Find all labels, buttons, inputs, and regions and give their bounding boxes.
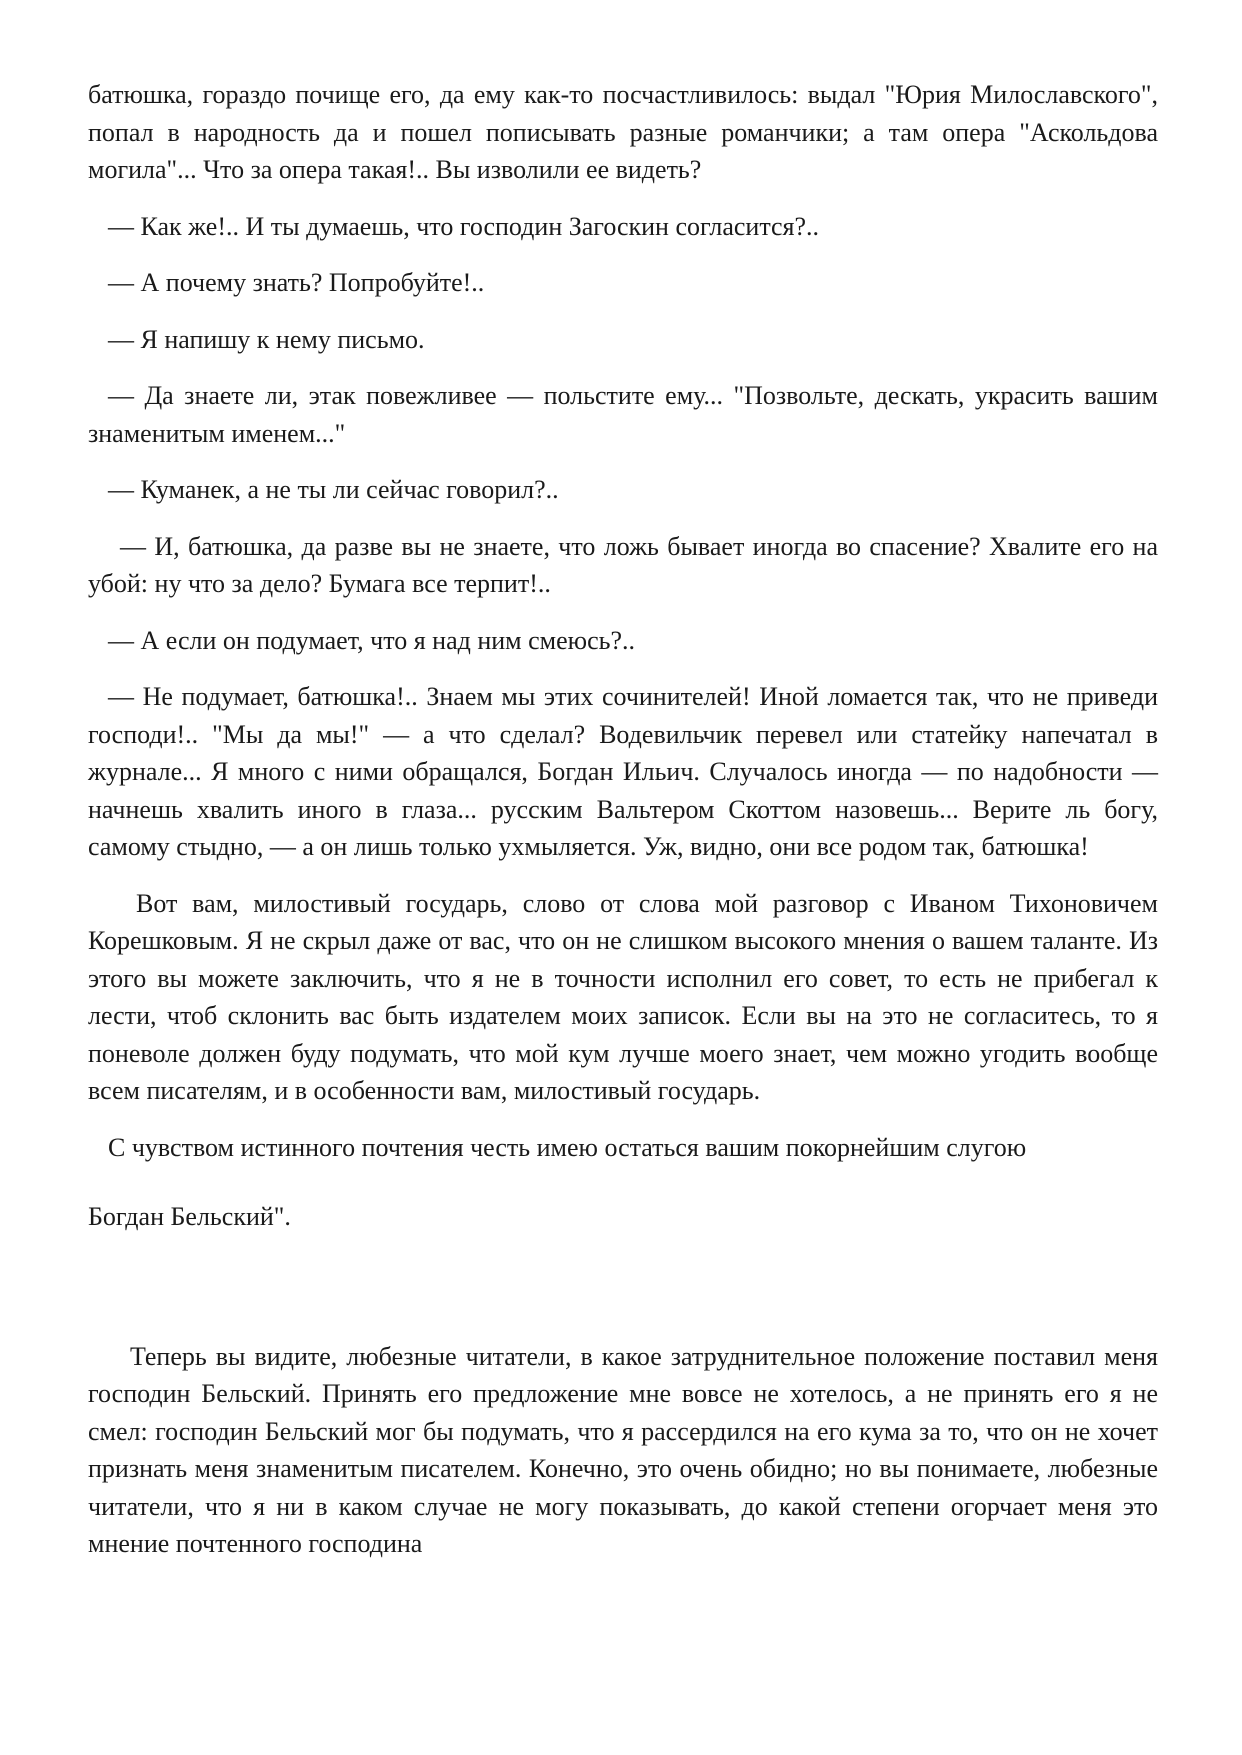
paragraph-vot-vam: Вот вам, милостивый государь, слово от слова мой разговор с Иваном Тихоновичем Корешковым. Я не скрыл даже от вас, что он не слишком высокого мнения о вашем таланте. Из этого вы можете заключить, что я не в точности исполнил его совет, то есть не прибегал к лести, чтоб склонить вас быть издателем моих записок. Если вы на это не согласитесь, то я поневоле должен буду подумать, что мой кум лучше моего знает, чем можно угодить вообще всем писателям, и в особенности вам, милостивый государь. xyxy=(88,888,1158,1105)
dialog-line-a-pochemu: — А почему знать? Попробуйте!.. xyxy=(108,268,485,297)
dialog-line-i-batyushka: — И, батюшка, да разве вы не знаете, что ложь бывает иногда во спасение? Хвалите его на убой: ну что за дело? Бумага все терпит!.. xyxy=(88,531,1158,598)
dialog-line-kumanek: — Куманек, а не ты ли сейчас говорил?.. xyxy=(108,475,559,504)
dialog-line-kak-zhe: — Как же!.. И ты думаешь, что господин Загоскин согласится?.. xyxy=(108,211,820,241)
letter-signature: Богдан Бельский". xyxy=(88,1202,291,1231)
paragraph-teper: Теперь вы видите, любезные читатели, в какое затруднительное положение поставил меня господин Бельский. Принять его предложение мне вовсе не хотелось, а не принять его я не смел: господин Бельский мог бы подумать, что я рассердился на его кума за то, что он не хочет признать меня знаменитым писателем. Конечно, это очень обидно; но вы понимаете, любезные читатели, что я ни в каком случае не могу показывать, до какой степени огорчает меня это мнение почтенного господина xyxy=(88,1341,1158,1558)
document-page xyxy=(88,76,1158,1582)
letter-closing: С чувством истинного почтения честь имею остаться вашим покорнейшим слугою xyxy=(108,1132,1027,1162)
dialog-line-ya-napishu: — Я напишу к нему письмо. xyxy=(108,324,425,354)
dialog-line-a-esli: — А если он подумает, что я над ним смеюсь?.. xyxy=(108,625,636,655)
dialog-line-da-znaete: — Да знаете ли, этак повежливее — польстите ему... "Позвольте, дескать, украсить вашим знаменитым именем..." xyxy=(88,381,1158,448)
paragraph-continuation: батюшка, гораздо почище его, да ему как-то посчастливилось: выдал "Юрия Милославского", попал в народность да и пошел пописывать разные романчики; а там опера "Аскольдова могила"... Что за опера такая!.. Вы изволили ее видеть? xyxy=(88,80,1158,184)
dialog-line-ne-podumaet: — Не подумает, батюшка!.. Знаем мы этих сочинителей! Иной ломается так, что не приведи господи!.. "Мы да мы!" — а что сделал? Водевильчик перевел или статейку напечатал в журнале... Я много с ними обращался, Богдан Ильич. Случалось иногда — по надобности — начнешь хвалить иного в глаза... русским Вальтером Скоттом назовешь... Верите ль богу, самому стыдно, — а он лишь только ухмыляется. Уж, видно, они все родом так, батюшка! xyxy=(88,682,1158,861)
